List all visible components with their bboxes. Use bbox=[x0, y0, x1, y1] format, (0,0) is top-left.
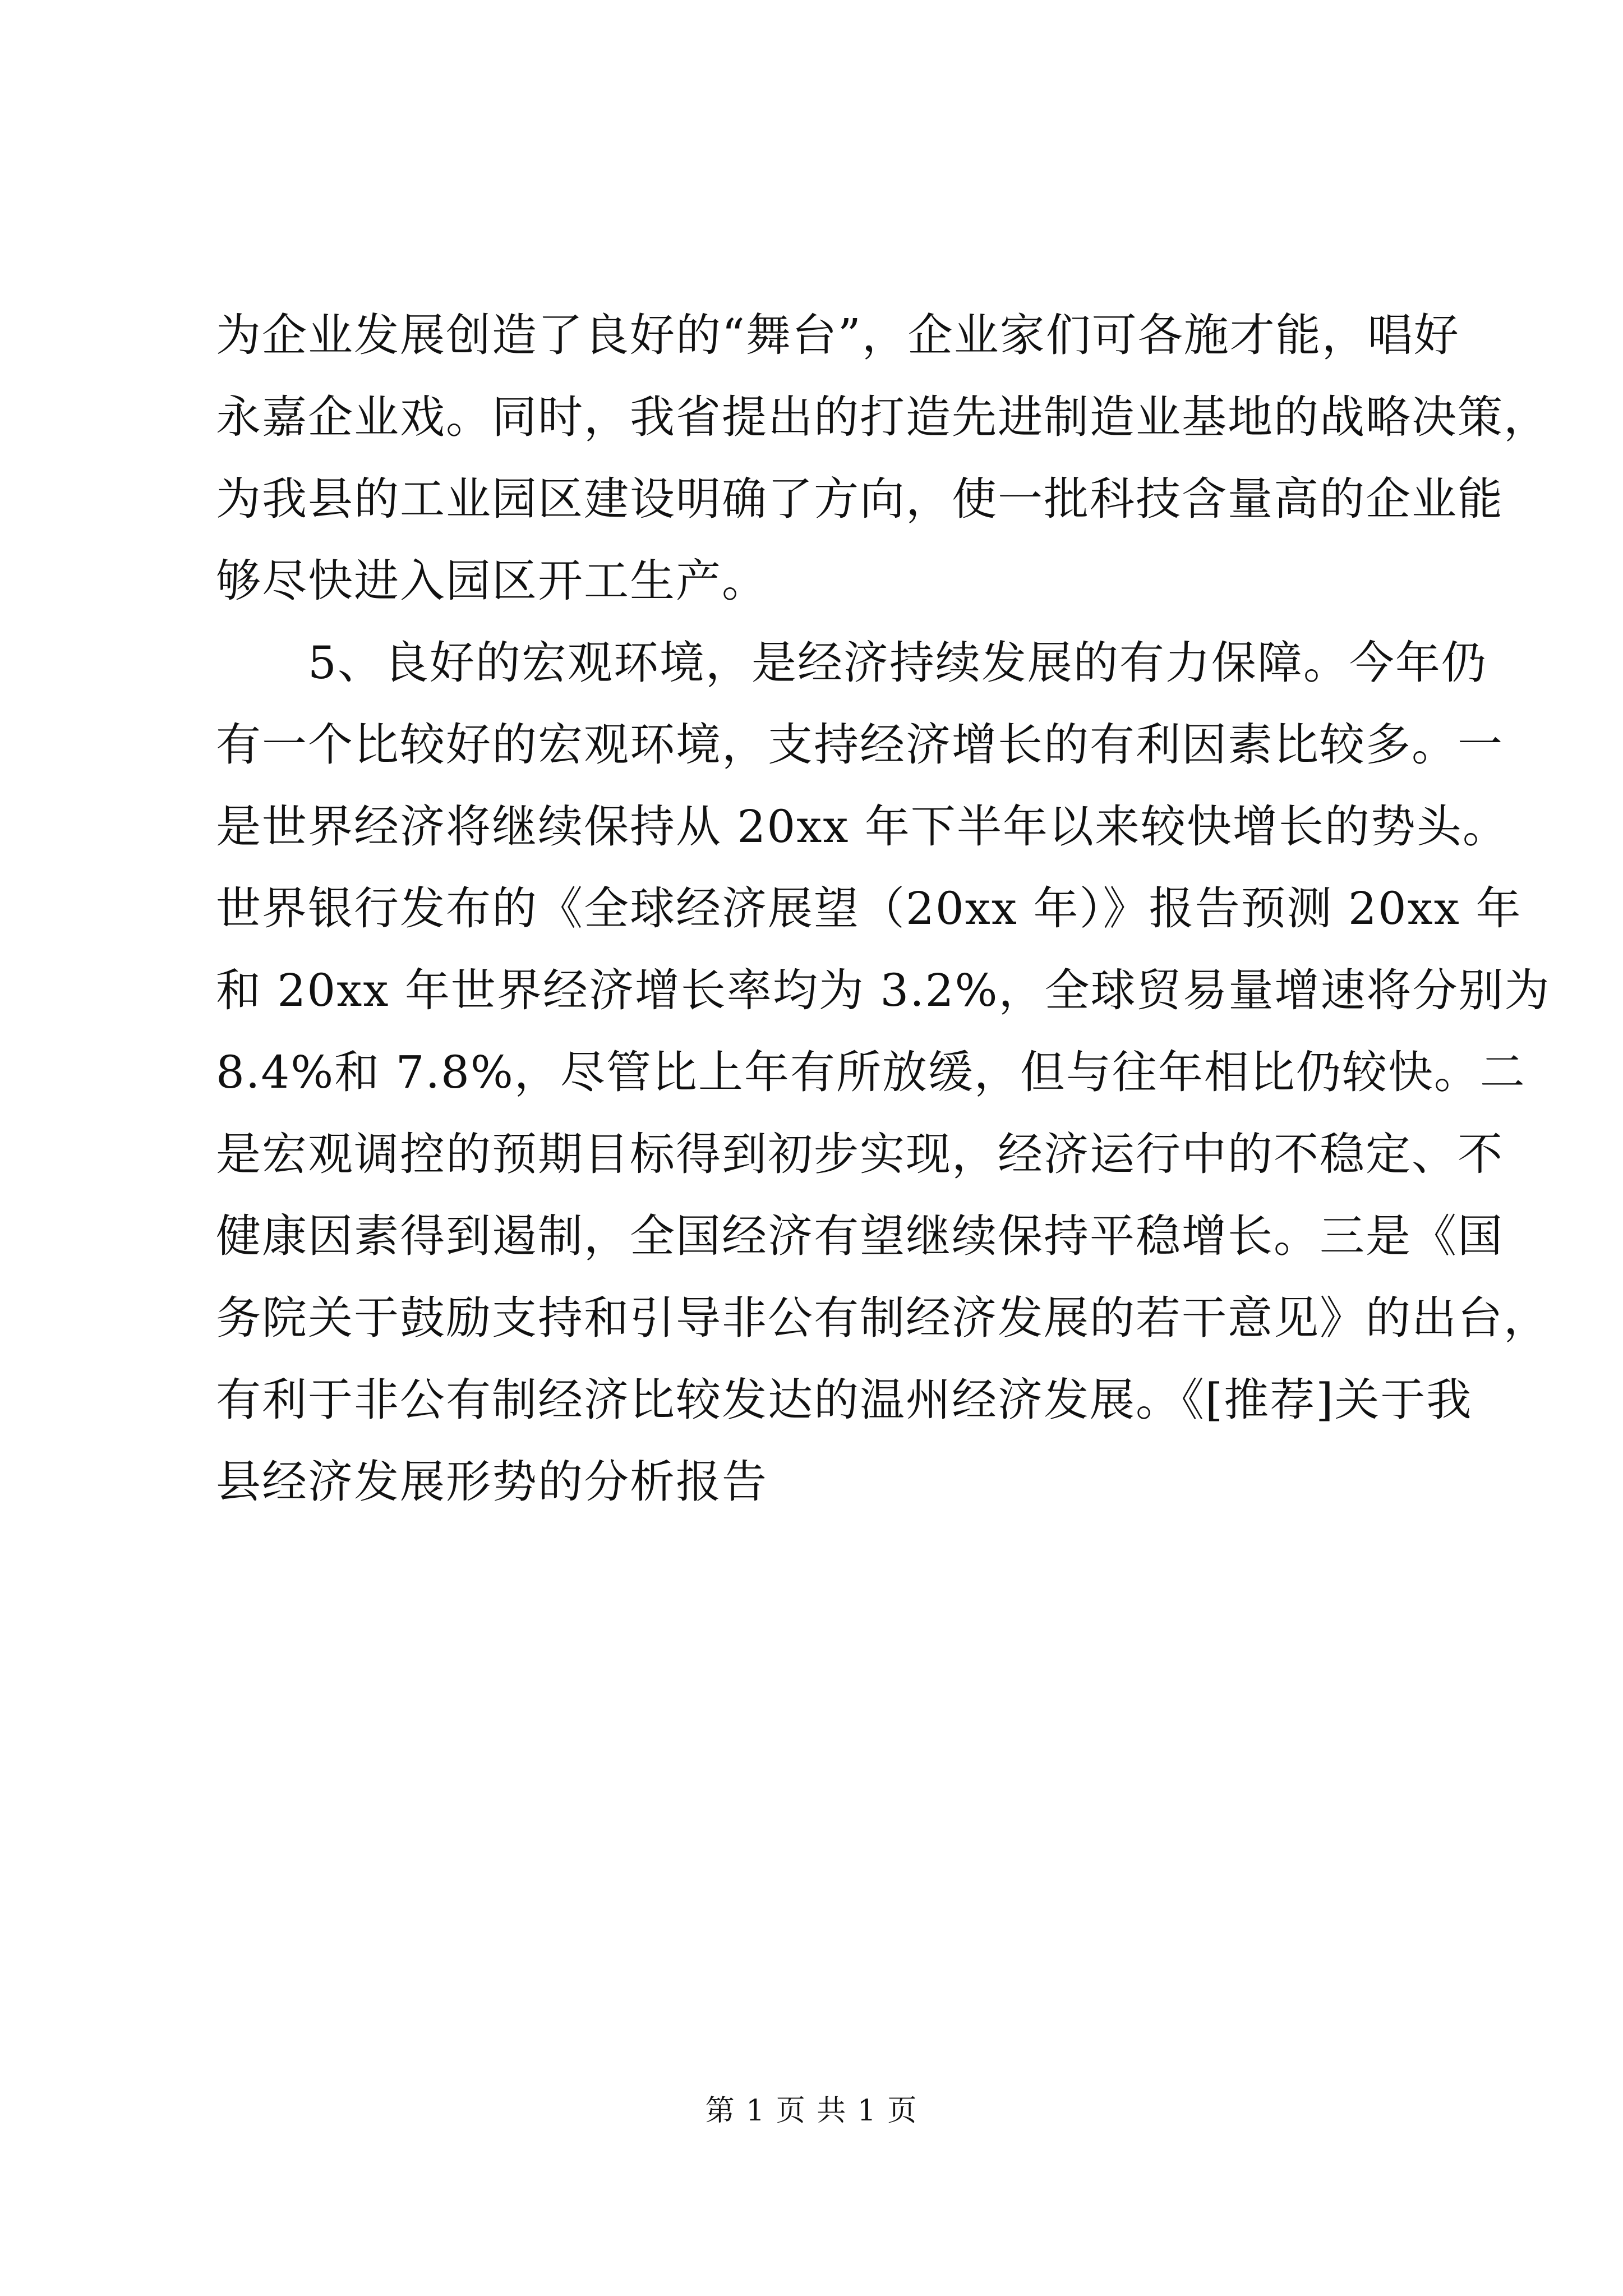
text-line: 为我县的工业园区建设明确了方向，使一批科技含量高的企业能 bbox=[216, 473, 1504, 525]
text-line: 和 20xx 年世界经济增长率均为 3.2%，全球贸易量增速将分别为 bbox=[216, 964, 1551, 1016]
text-line: 县经济发展形势的分析报告 bbox=[216, 1456, 768, 1508]
text-line: 5、良好的宏观环境，是经济持续发展的有力保障。今年仍 bbox=[216, 637, 1487, 689]
text-line: 务院关于鼓励支持和引导非公有制经济发展的若干意见》的出台， bbox=[216, 1292, 1550, 1344]
text-line: 永嘉企业戏。同时，我省提出的打造先进制造业基地的战略决策， bbox=[216, 391, 1550, 443]
text-line: 有一个比较好的宏观环境，支持经济增长的有利因素比较多。一 bbox=[216, 719, 1504, 771]
text-line: 世界银行发布的《全球经济展望（20xx 年）》报告预测 20xx 年 bbox=[216, 882, 1522, 935]
text-line: 8.4%和 7.8%，尽管比上年有所放缓，但与往年相比仍较快。二 bbox=[216, 1046, 1526, 1098]
text-line: 为企业发展创造了良好的“舞台”，企业家们可各施才能，唱好 bbox=[216, 309, 1460, 361]
page-footer: 第 1 页 共 1 页 bbox=[705, 2094, 918, 2128]
text-line: 健康因素得到遏制，全国经济有望继续保持平稳增长。三是《国 bbox=[216, 1210, 1504, 1262]
text-line: 有利于非公有制经济比较发达的温州经济发展。《[推荐]关于我 bbox=[216, 1374, 1473, 1426]
text-line: 是宏观调控的预期目标得到初步实现，经济运行中的不稳定、不 bbox=[216, 1128, 1504, 1180]
text-line: 够尽快进入园区开工生产。 bbox=[216, 555, 768, 607]
body-text bbox=[216, 295, 1551, 1523]
text-line: 是世界经济将继续保持从 20xx 年下半年以来较快增长的势头。 bbox=[216, 800, 1509, 853]
